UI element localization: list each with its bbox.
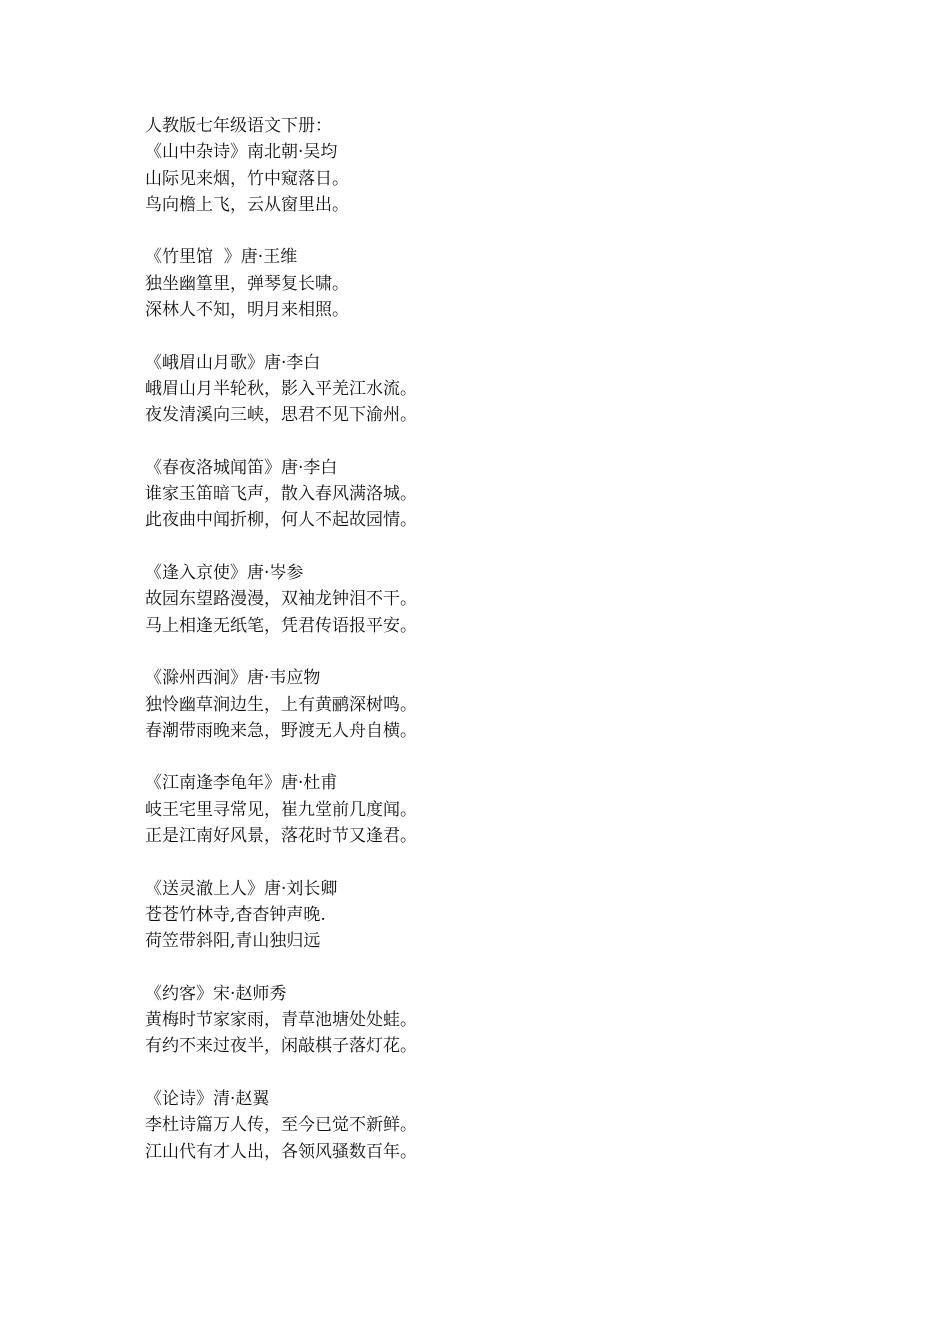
poem-title: 《竹里馆 》唐·王维 (145, 247, 298, 268)
stanza-gap (145, 955, 845, 981)
poem-line: 荷笠带斜阳,青山独归远 (145, 931, 321, 952)
poem-line: 马上相逢无纸笔，凭君传语报平安。 (145, 615, 417, 636)
poem-line: 峨眉山月半轮秋，影入平羌江水流。 (145, 378, 417, 399)
stanza-gap (145, 1060, 845, 1086)
poem-block (145, 139, 845, 218)
poem-line: 黄梅时节家家雨，青草池塘处处蛙。 (145, 1010, 417, 1031)
poem-title: 《约客》宋·赵师秀 (145, 983, 287, 1004)
poem-block (145, 876, 845, 955)
stanza-gap (145, 323, 845, 349)
document-heading: 人教版七年级语文下册： (145, 116, 332, 136)
poem-block (145, 665, 845, 744)
poem-block (145, 560, 845, 639)
poem-title: 《春夜洛城闻笛》唐·李白 (145, 457, 338, 478)
poem-title: 《江南逢李龟年》唐·杜甫 (145, 773, 338, 794)
poem-line: 山际见来烟，竹中窥落日。 (145, 168, 349, 189)
poem-block (145, 350, 845, 429)
poem-block (145, 244, 845, 323)
poem-line: 有约不来过夜半，闲敲棋子落灯花。 (145, 1036, 417, 1057)
stanza-gap (145, 218, 845, 244)
stanza-gap (145, 849, 845, 875)
poem-collection (145, 113, 845, 1165)
poem-block (145, 981, 845, 1060)
poem-line: 正是江南好风景，落花时节又逢君。 (145, 826, 417, 847)
poem-title: 《峨眉山月歌》唐·李白 (145, 352, 321, 373)
poem-block (145, 455, 845, 534)
stanza-gap (145, 429, 845, 455)
poem-line: 谁家玉笛暗飞声，散入春风满洛城。 (145, 484, 417, 505)
poem-line: 故园东望路漫漫，双袖龙钟泪不干。 (145, 589, 417, 610)
stanza-gap (145, 639, 845, 665)
poem-line: 江山代有才人出，各领风骚数百年。 (145, 1141, 417, 1162)
poem-line: 岐王宅里寻常见，崔九堂前几度闻。 (145, 799, 417, 820)
poem-line: 春潮带雨晚来急，野渡无人舟自横。 (145, 720, 417, 741)
poem-line: 苍苍竹林寺,杳杳钟声晚. (145, 904, 326, 925)
stanza-gap (145, 744, 845, 770)
poem-title: 《论诗》清·赵翼 (145, 1088, 270, 1109)
poem-title: 《送灵澈上人》唐·刘长卿 (145, 878, 338, 899)
poem-line: 独坐幽篁里，弹琴复长啸。 (145, 273, 349, 294)
poem-line: 深林人不知，明月来相照。 (145, 300, 349, 321)
poem-line: 李杜诗篇万人传，至今已觉不新鲜。 (145, 1115, 417, 1136)
poem-line: 此夜曲中闻折柳，何人不起故园情。 (145, 510, 417, 531)
poem-title: 《滁州西涧》唐·韦应物 (145, 668, 321, 689)
poem-title: 《山中杂诗》南北朝·吴均 (145, 142, 338, 163)
poem-line: 独怜幽草涧边生，上有黄鹂深树鸣。 (145, 694, 417, 715)
poem-block (145, 770, 845, 849)
poem-title: 《逢入京使》唐·岑参 (145, 563, 304, 584)
poem-block (145, 1086, 845, 1165)
poem-line: 夜发清溪向三峡，思君不见下渝州。 (145, 405, 417, 426)
poem-line: 鸟向檐上飞，云从窗里出。 (145, 194, 349, 215)
stanza-gap (145, 534, 845, 560)
